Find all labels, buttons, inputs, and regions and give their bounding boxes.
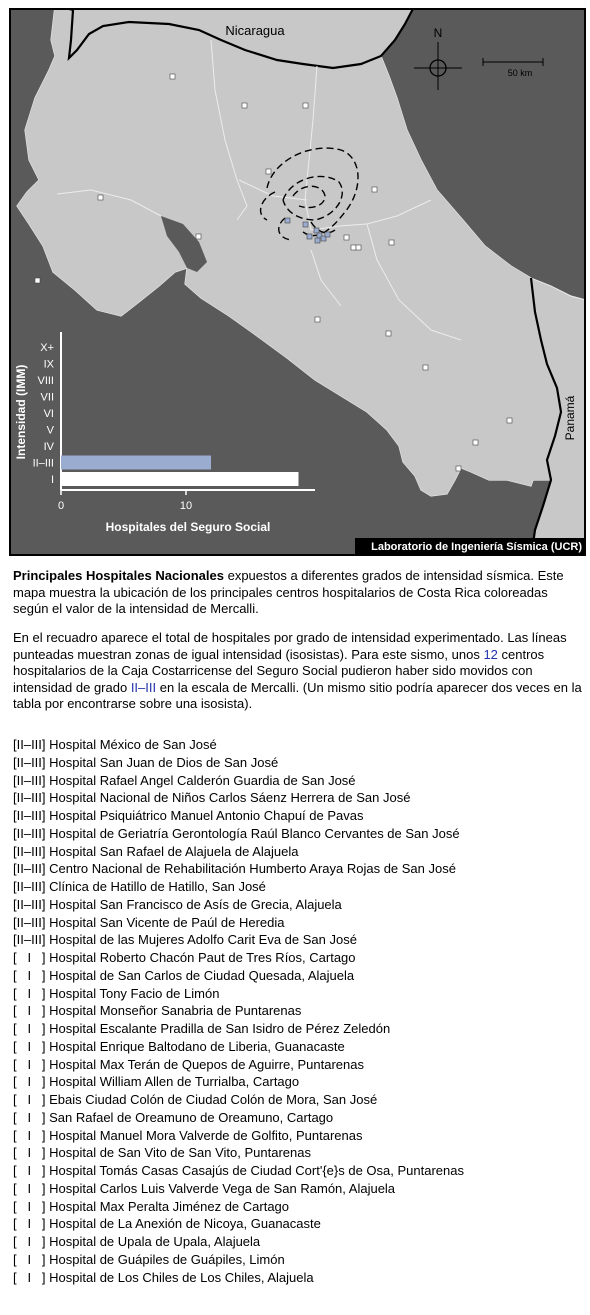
hospital-grade: [ I ] <box>13 1251 46 1267</box>
hospital-grade: [ I ] <box>13 1269 46 1285</box>
hospital-name: Hospital San Rafael de Alajuela de Alajuela <box>45 843 299 859</box>
hospital-list-item <box>13 1020 588 1038</box>
hospital-grade: [II–III] <box>13 825 46 841</box>
hospital-name: Hospital de San Vito de San Vito, Puntarenas <box>45 1145 311 1161</box>
chart-tick-label: I <box>50 474 54 486</box>
hospital-list-item <box>13 1002 588 1020</box>
hospital-marker <box>314 228 319 233</box>
hospital-name: Hospital de Geriatría Gerontología Raúl Blanco Cervantes de San José <box>45 825 460 841</box>
hospital-grade: [ I ] <box>13 1163 46 1178</box>
hospital-list-item <box>13 807 588 825</box>
hospital-name: San Rafael de Oreamuno de Oreamuno, Cartago <box>45 1109 334 1125</box>
hospital-name: Ebais Ciudad Colón de Ciudad Colón de Mora, San José <box>45 1092 378 1107</box>
hospital-marker <box>285 218 290 223</box>
chart-tick-label: II–III <box>32 457 54 470</box>
hospital-marker <box>356 245 361 250</box>
hospital-name: Hospital San Vicente de Paúl de Heredia <box>45 914 285 930</box>
hospital-name: Hospital Tony Facio de Limón <box>45 985 220 1001</box>
hospital-grade: [II–III] <box>13 914 46 930</box>
description-paragraph-2 <box>13 630 583 713</box>
hospital-list-item <box>13 1091 588 1109</box>
hospital-list-item <box>13 1269 588 1287</box>
hospital-list-item <box>13 1127 588 1145</box>
hospital-grade: [ I ] <box>13 985 46 1001</box>
hospital-marker <box>473 440 478 445</box>
hospital-list-item <box>13 789 588 807</box>
hospital-marker <box>372 187 377 192</box>
hospital-list <box>13 736 588 1286</box>
hospital-list-item <box>13 1109 588 1127</box>
chart-y-label: Intensidad (IMM) <box>14 364 28 460</box>
hospital-name: Hospital William Allen de Turrialba, Cartago <box>45 1074 300 1090</box>
hospital-name: Hospital Enrique Baltodano de Liberia, Guanacaste <box>45 1038 345 1054</box>
hospital-name: Hospital México de San José <box>45 737 217 752</box>
hospital-grade: [ I ] <box>13 1109 46 1125</box>
description-title: Principales Hospitales Nacionales <box>13 568 224 583</box>
chart-bar <box>61 472 299 486</box>
hospital-grade: [ I ] <box>13 950 46 965</box>
hospital-name: Hospital de La Anexión de Nicoya, Guanacaste <box>45 1216 321 1232</box>
hospital-grade: [II–III] <box>13 896 46 912</box>
hospital-marker <box>315 317 320 322</box>
hospital-marker <box>307 234 312 239</box>
hospital-name: Centro Nacional de Rehabilitación Humberto Araya Rojas de San José <box>45 861 456 877</box>
description-paragraph-1 <box>13 568 583 618</box>
chart-tick-label: X+ <box>40 342 54 354</box>
hospital-marker <box>242 103 247 108</box>
hospital-grade: [ I ] <box>13 1216 46 1232</box>
hospital-list-item <box>13 1144 588 1162</box>
hospital-list-item <box>13 878 588 896</box>
nicaragua-label: Nicaragua <box>225 23 285 38</box>
hospital-name: Clínica de Hatillo de Hatillo, San José <box>45 879 266 894</box>
hospital-count: 12 <box>483 646 498 662</box>
hospital-name: Hospital Psiquiátrico Manuel Antonio Chapuí de Pavas <box>45 808 364 823</box>
hospital-name: Hospital San Juan de Dios de San José <box>45 754 279 770</box>
hospital-name: Hospital Manuel Mora Valverde de Golfito, Puntarenas <box>45 1127 363 1143</box>
hospital-marker <box>303 103 308 108</box>
hospital-grade: [ I ] <box>13 1003 46 1019</box>
hospital-marker <box>386 331 391 336</box>
hospital-name: Hospital Roberto Chacón Paut de Tres Ríos, Cartago <box>45 950 356 965</box>
hospital-marker <box>423 365 428 370</box>
hospital-marker <box>266 169 271 174</box>
hospital-name: Hospital de Upala de Upala, Alajuela <box>45 1234 261 1249</box>
hospital-grade: [II–III] <box>13 843 46 859</box>
hospital-name: Hospital Nacional de Niños Carlos Sáenz Herrera de San José <box>45 790 411 806</box>
chart-tick-label: VI <box>43 408 54 420</box>
hospital-list-item <box>13 1162 588 1180</box>
hospital-grade: [II–III] <box>13 932 46 948</box>
hospital-grade: [II–III] <box>13 861 46 877</box>
hospital-grade: [ I ] <box>13 967 46 983</box>
chart-tick-label: VII <box>40 391 54 404</box>
hospital-grade: [II–III] <box>13 754 46 770</box>
hospital-list-item <box>13 967 588 985</box>
hospital-list-item <box>13 754 588 772</box>
hospital-list-item <box>13 1215 588 1233</box>
hospital-list-item <box>13 1073 588 1091</box>
north-label: N <box>433 26 443 40</box>
hospital-marker <box>98 195 103 200</box>
hospital-list-item <box>13 1038 588 1056</box>
hospital-grade: [II–III] <box>13 790 46 806</box>
chart-tick-label: IV <box>43 441 54 453</box>
hospital-list-item <box>13 1233 588 1251</box>
hospital-name: Hospital de las Mujeres Adolfo Carit Eva de San José <box>45 932 357 948</box>
hospital-name: Hospital de Guápiles de Guápiles, Limón <box>45 1251 285 1267</box>
hospital-list-item <box>13 860 588 878</box>
panama-label: Panamá <box>563 395 577 441</box>
hospital-grade: [ I ] <box>13 1198 46 1214</box>
hospital-grade: [ I ] <box>13 1092 46 1107</box>
description-text-2a: En el recuadro aparece el total de hospitales por grado de intensidad experimentado. Las líneas punteadas muestran zonas de igual intensidad (isosistas). Para este sismo, unos <box>13 630 567 662</box>
scale-label: 50 km <box>507 68 533 78</box>
hospital-grade: [II–III] <box>13 737 46 752</box>
hospital-list-item <box>13 843 588 861</box>
hospital-grade: [ I ] <box>13 1074 46 1090</box>
hospital-list-item <box>13 1251 588 1269</box>
hospital-grade: [ I ] <box>13 1021 46 1036</box>
hospital-name: Hospital de San Carlos de Ciudad Quesada, Alajuela <box>45 967 355 983</box>
hospital-marker <box>303 222 308 227</box>
hospital-marker <box>325 232 330 237</box>
description-text-2b: centros hospitalarios de la Caja Costarricense del Seguro Social pudieron haber sido movidos con intensidad de grado <box>13 646 545 695</box>
hospital-marker <box>35 278 40 283</box>
hospital-grade: [ I ] <box>13 1145 46 1161</box>
costa-rica-map <box>11 10 584 554</box>
hospital-list-item <box>13 1198 588 1216</box>
hospital-name: Hospital Carlos Luis Valverde Vega de San Ramón, Alajuela <box>45 1180 396 1196</box>
chart-x-tick-label: 0 <box>57 500 65 512</box>
chart-bar <box>61 456 211 470</box>
hospital-list-item <box>13 825 588 843</box>
chart-tick-label: IX <box>43 358 54 371</box>
hospital-marker <box>456 466 461 471</box>
hospital-grade: [ I ] <box>13 1038 46 1054</box>
hospital-list-item <box>13 949 588 967</box>
hospital-list-item <box>13 1180 588 1198</box>
map-panel <box>9 8 586 556</box>
hospital-marker <box>170 74 175 79</box>
credit-label: Laboratorio de Ingeniería Sísmica (UCR) <box>371 541 582 553</box>
hospital-list-item <box>13 896 588 914</box>
hospital-grade: [ I ] <box>13 1234 46 1249</box>
description-text-2c: en la escala de Mercalli. (Un mismo sitio podría aparecer dos veces en la tabla por encontrarse sobre una isosista). <box>13 679 582 711</box>
intensity-grade: II–III <box>130 679 157 695</box>
hospital-marker <box>315 238 320 243</box>
hospital-list-item <box>13 1056 588 1074</box>
hospital-grade: [II–III] <box>13 879 46 894</box>
hospital-list-item <box>13 985 588 1003</box>
hospital-marker <box>389 240 394 245</box>
hospital-marker <box>507 418 512 423</box>
chart-tick-label: VIII <box>37 375 54 387</box>
hospital-name: Hospital Rafael Angel Calderón Guardia de San José <box>45 772 356 788</box>
hospital-grade: [ I ] <box>13 1056 46 1072</box>
hospital-grade: [ I ] <box>13 1180 46 1196</box>
hospital-list-item <box>13 736 588 754</box>
hospital-name: Hospital Max Peralta Jiménez de Cartago <box>45 1198 290 1214</box>
hospital-name: Hospital Escalante Pradilla de San Isidro de Pérez Zeledón <box>45 1021 391 1036</box>
hospital-name: Hospital de Los Chiles de Los Chiles, Alajuela <box>45 1269 314 1285</box>
description-text-1: expuestos a diferentes grados de intensidad sísmica. Este mapa muestra la ubicación de los principales centros hospitalarios de Costa Rica coloreadas según el valor de la intensidad de Mercalli. <box>13 568 564 616</box>
hospital-marker <box>196 234 201 239</box>
hospital-name: Hospital Tomás Casas Casajús de Ciudad Cort'{e}s de Osa, Puntarenas <box>45 1163 464 1178</box>
hospital-grade: [II–III] <box>13 808 46 823</box>
chart-tick-label: V <box>46 424 54 437</box>
chart-x-label: Hospitales del Seguro Social <box>105 520 271 534</box>
hospital-list-item <box>13 772 588 790</box>
chart-x-tick-label: 10 <box>179 500 193 512</box>
hospital-marker <box>351 245 356 250</box>
hospital-name: Hospital Max Terán de Quepos de Aguirre, Puntarenas <box>45 1056 364 1072</box>
hospital-list-item <box>13 914 588 932</box>
hospital-name: Hospital Monseñor Sanabria de Puntarenas <box>45 1003 302 1019</box>
hospital-marker <box>344 235 349 240</box>
hospital-name: Hospital San Francisco de Asís de Grecia, Alajuela <box>45 896 342 912</box>
hospital-list-item <box>13 931 588 949</box>
hospital-grade: [II–III] <box>13 772 46 788</box>
hospital-grade: [ I ] <box>13 1127 46 1143</box>
